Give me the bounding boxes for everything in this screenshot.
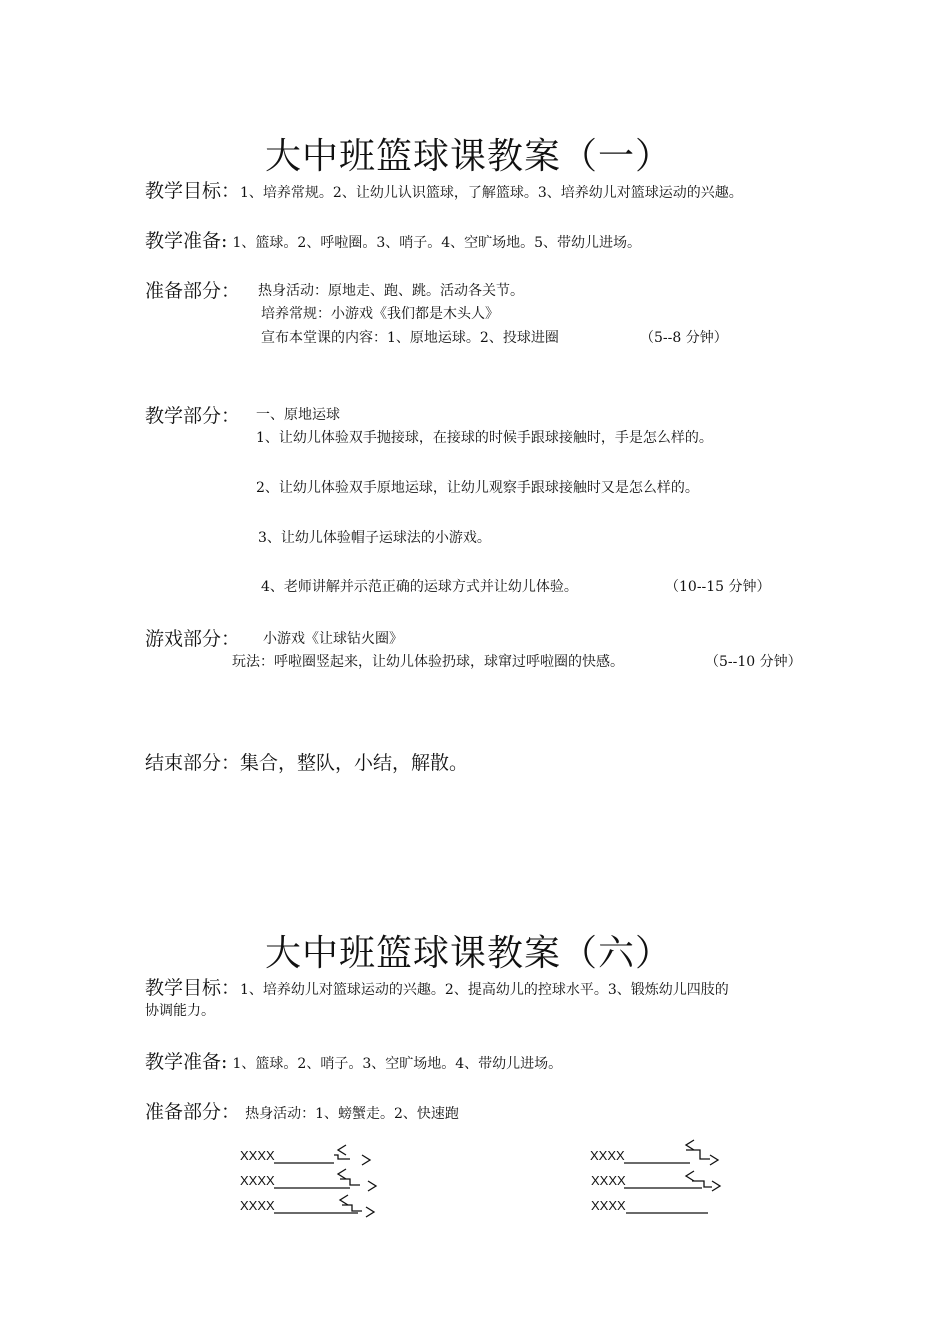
prep-text: 1、篮球。2、哨子。3、空旷场地。4、带幼儿进场。: [232, 1056, 563, 1072]
game-name: 小游戏《让球钻火圈》: [263, 631, 403, 647]
goal-text-cont: 协调能力。: [145, 1003, 215, 1019]
teach-item: 3、让幼儿体验帽子运球法的小游戏。: [258, 530, 491, 546]
lesson6-goal: [145, 973, 729, 1000]
lesson6-title: 大中班篮球课教案（六）: [265, 933, 673, 974]
end-label: 结束部分：: [145, 752, 241, 774]
game-rule: 玩法：呼啦圈竖起来，让幼儿体验扔球，球窜过呼啦圈的快感。: [232, 654, 624, 670]
path-arrows: [270, 1135, 390, 1220]
row-label: XXXX: [240, 1173, 275, 1188]
goal-text: 1、培养幼儿对篮球运动的兴趣。2、提高幼儿的控球水平。3、锻炼幼儿四肢的: [240, 982, 729, 998]
teach-time: （10--15 分钟）: [665, 579, 771, 595]
game-time: （5--10 分钟）: [705, 654, 802, 670]
prep-label: 教学准备:: [145, 230, 228, 252]
lesson1-game-label: 游戏部分：: [145, 628, 241, 650]
end-text: 集合，整队，小结，解散。: [240, 752, 469, 774]
row-label: XXXX: [591, 1198, 626, 1213]
warmup-line: 热身活动：原地走、跑、跳。活动各关节。: [258, 283, 524, 299]
lesson6-warmup: [145, 1097, 459, 1124]
warmup-line: 宣布本堂课的内容：1、原地运球。2、投球进圈: [261, 330, 559, 346]
lesson1-warmup-label: 准备部分：: [145, 280, 241, 302]
row-label: XXXX: [591, 1173, 626, 1188]
warmup-time: （5--8 分钟）: [640, 330, 728, 346]
warmup-text: 热身活动：1、螃蟹走。2、快速跑: [245, 1106, 459, 1122]
teach-item: 1、让幼儿体验双手抛接球，在接球的时候手跟球接触时，手是怎么样的。: [256, 430, 713, 446]
lesson1-prep: [145, 226, 641, 253]
prep-label: 教学准备:: [145, 1051, 228, 1073]
warmup-label: 准备部分：: [145, 1101, 241, 1123]
lesson1-teach-label: 教学部分：: [145, 405, 241, 427]
goal-text: 1、培养常规。2、让幼儿认识篮球，了解篮球。3、培养幼儿对篮球运动的兴趣。: [240, 185, 743, 201]
lesson1-goal: [145, 176, 743, 203]
goal-label: 教学目标：: [145, 977, 241, 999]
row-label: XXXX: [240, 1198, 275, 1213]
path-arrows: [620, 1135, 730, 1220]
teach-item: 4、老师讲解并示范正确的运球方式并让幼儿体验。: [261, 579, 578, 595]
teach-heading: 一、原地运球: [256, 407, 340, 423]
row-label: XXXX: [590, 1148, 625, 1163]
prep-text: 1、篮球。2、呼啦圈。3、哨子。4、空旷场地。5、带幼儿进场。: [232, 235, 642, 251]
lesson1-title: 大中班篮球课教案（一）: [265, 136, 673, 177]
teach-item: 2、让幼儿体验双手原地运球，让幼儿观察手跟球接触时又是怎么样的。: [256, 480, 699, 496]
row-label: XXXX: [240, 1148, 275, 1163]
lesson6-prep: [145, 1047, 562, 1074]
warmup-line: 培养常规：小游戏《我们都是木头人》: [261, 306, 499, 322]
goal-label: 教学目标：: [145, 180, 241, 202]
lesson1-end: [145, 748, 468, 775]
